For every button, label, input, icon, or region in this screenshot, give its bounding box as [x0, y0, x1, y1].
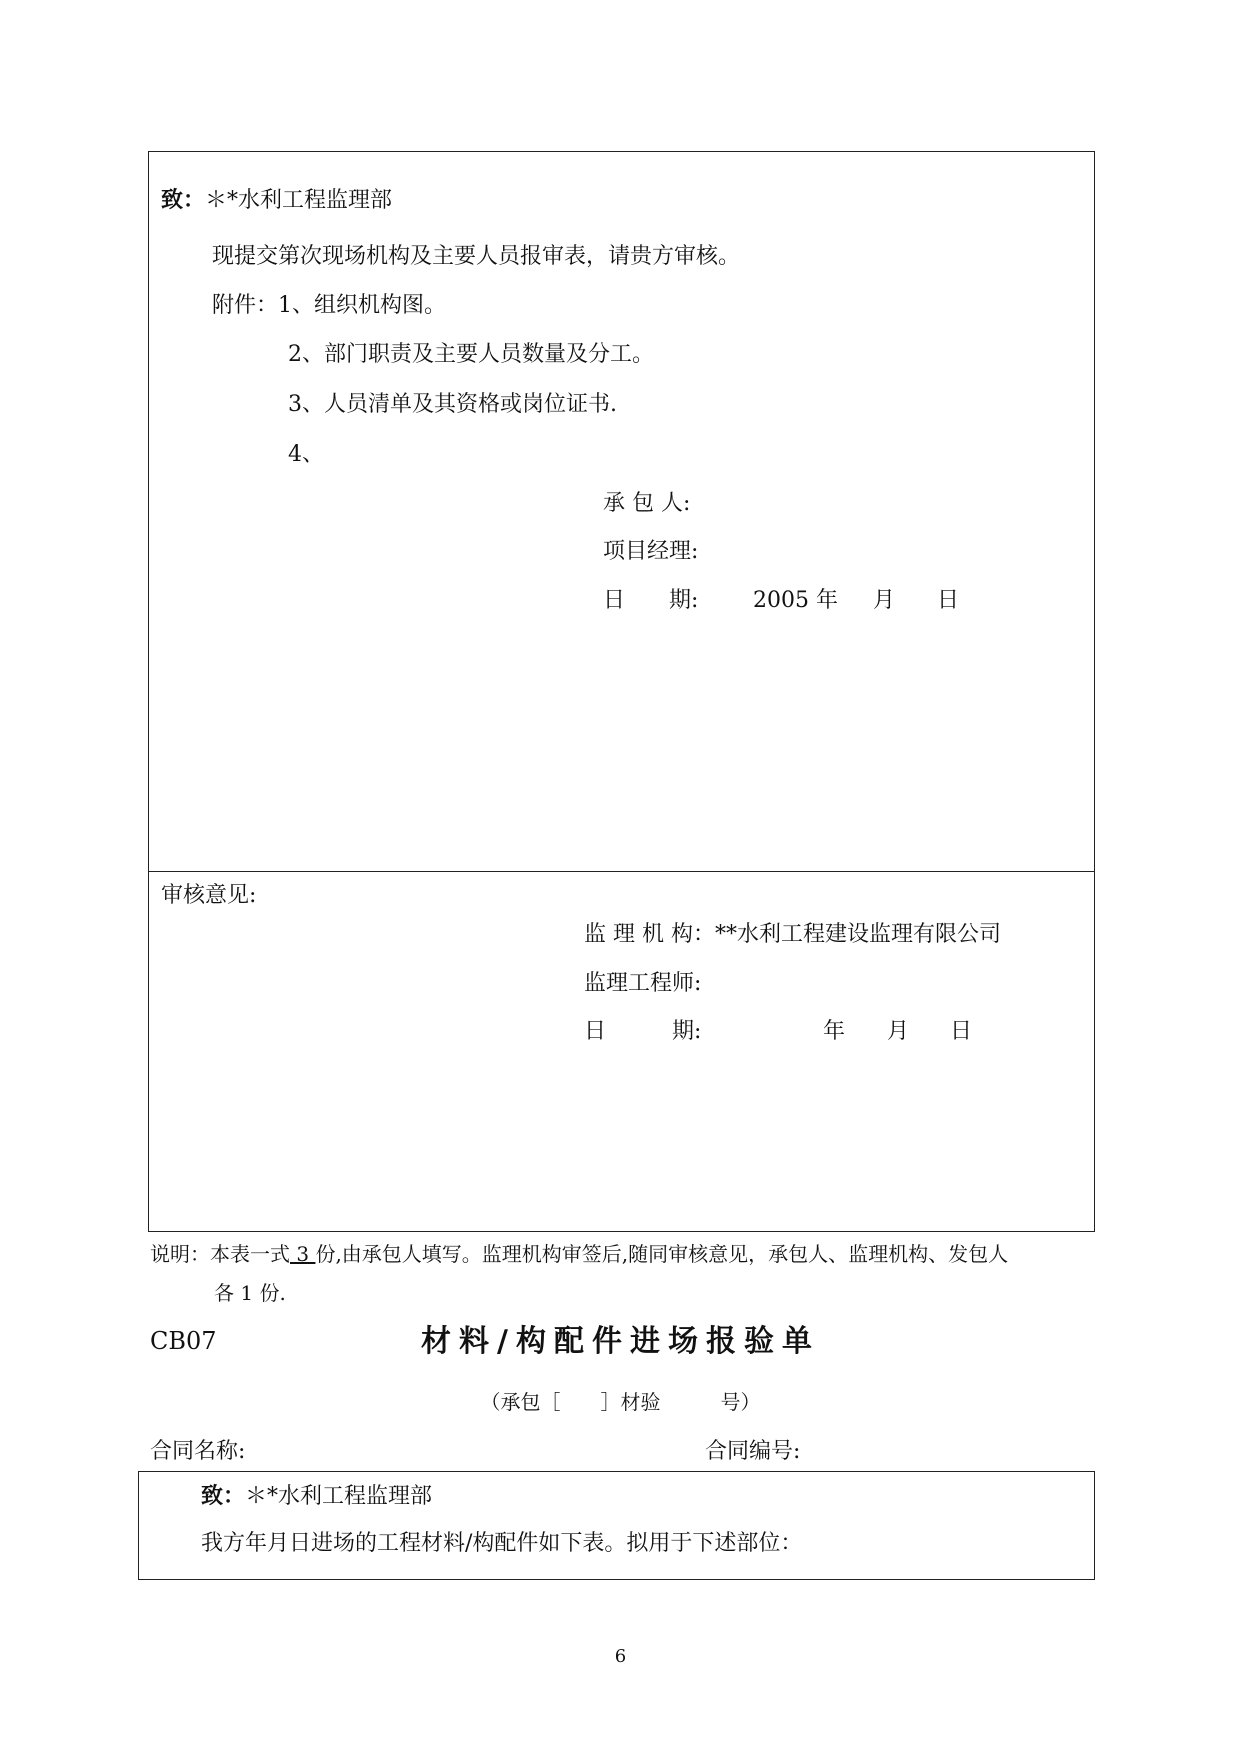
attachment-item: 3、人员清单及其资格或岗位证书. — [288, 392, 617, 417]
to-value: ＊*水利工程监理部 — [205, 188, 393, 213]
attachment-item: 4、 — [288, 442, 324, 467]
date-label: 日 期: — [603, 588, 699, 613]
attachments — [212, 293, 446, 319]
form2-body: 我方年月日进场的工程材料/构配件如下表。拟用于下述部位： — [201, 1531, 803, 1556]
to-value: ＊*水利工程监理部 — [245, 1484, 433, 1509]
attachments-label: 附件： — [212, 293, 279, 318]
form1-to — [161, 187, 392, 214]
review-label: 审核意见: — [161, 883, 257, 908]
contract-no-label: 合同编号: — [705, 1439, 801, 1464]
note-prefix: 说明：本表一式 — [150, 1242, 290, 1266]
form-title: 材料/构配件进场报验单 — [421, 1324, 820, 1359]
page-number: 6 — [614, 1646, 627, 1667]
to-label: 致： — [161, 187, 206, 213]
contractor-label: 承 包 人: — [603, 491, 691, 516]
supervisor-org-value: **水利工程建设监理有限公司 — [714, 922, 1001, 947]
review-date-label: 日 期: — [584, 1019, 702, 1044]
form2-to — [201, 1483, 432, 1510]
attachment-item: 2、部门职责及主要人员数量及分工。 — [288, 342, 654, 367]
review-month: 月 — [887, 1019, 910, 1044]
contract-name-label: 合同名称: — [150, 1439, 246, 1464]
date-year: 2005 年 — [753, 588, 838, 613]
form1-body: 现提交第次现场机构及主要人员报审表，请贵方审核。 — [212, 244, 741, 269]
note-line2: 各 1 份. — [214, 1281, 286, 1305]
supervisor-org-label: 监 理 机 构： — [584, 922, 715, 947]
review-day: 日 — [950, 1019, 973, 1044]
note — [150, 1241, 1008, 1267]
attachment-item: 1、组织机构图。 — [278, 293, 447, 318]
supervisor-org — [584, 922, 1001, 948]
form-code: CB07 — [150, 1327, 217, 1355]
form-subtitle: （承包［ ］材验 号） — [480, 1390, 761, 1414]
manager-label: 项目经理: — [603, 539, 699, 564]
date-month: 月 — [873, 588, 896, 613]
to-label: 致： — [201, 1483, 246, 1509]
date-day: 日 — [937, 588, 960, 613]
note-rest: 份,由承包人填写。监理机构审签后,随同审核意见，承包人、监理机构、发包人 — [315, 1242, 1009, 1266]
note-copies: 3 — [290, 1242, 316, 1266]
form1-divider — [148, 871, 1095, 872]
review-year: 年 — [823, 1019, 846, 1044]
engineer-label: 监理工程师: — [584, 971, 702, 996]
